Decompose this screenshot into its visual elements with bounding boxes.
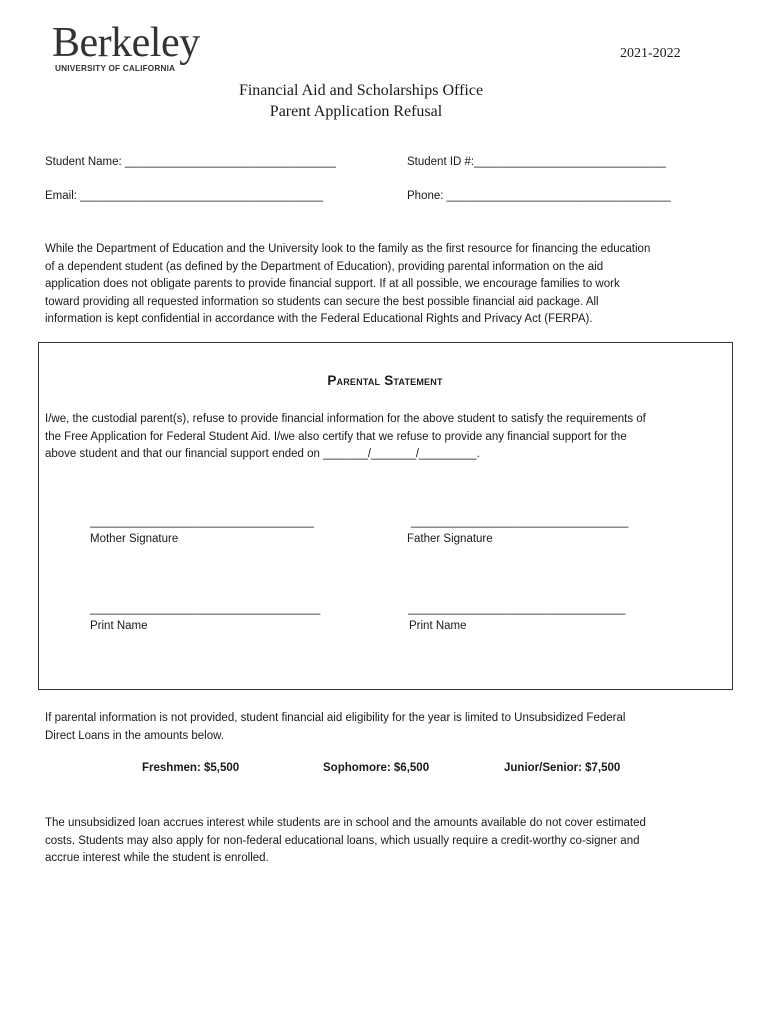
eligibility-paragraph [45,710,735,745]
statement-line: the Free Application for Federal Student Aid. I/we also certify that we refuse to provide any financial support for the [45,430,627,443]
mother-signature-line[interactable]: ___________________________________ [90,516,314,528]
intro-paragraph [45,241,735,329]
footer-line: The unsubsidized loan accrues interest while students are in school and the amounts available do not cover estimated [45,817,646,829]
intro-line: While the Department of Education and the University look to the family as the first resource for financing the education [45,243,651,255]
phone-field[interactable]: Phone: ___________________________________ [407,190,671,202]
father-print-name-line[interactable]: __________________________________ [408,603,626,615]
student-id-field[interactable]: Student ID #:______________________________ [407,156,666,168]
email-field[interactable]: Email: ______________________________________ [45,190,324,202]
mother-signature-label: Mother Signature [90,533,179,545]
student-name-field[interactable]: Student Name: _________________________________ [45,156,336,168]
footer-line: costs. Students may also apply for non-federal educational loans, which usually require a credit-worthy co-signer and [45,834,640,847]
freshmen-amount: Freshmen: $5,500 [142,762,240,774]
father-signature-label: Father Signature [407,533,493,545]
sophomore-amount: Sophomore: $6,500 [323,762,430,774]
intro-line: application does not obligate parents to provide financial support. If at all possible, we encourage families to work [45,278,620,290]
statement-line: I/we, the custodial parent(s), refuse to provide financial information for the above student to satisfy the requirements of [45,413,646,425]
parental-statement-title: Parental Statement [327,373,443,388]
statement-paragraph [45,411,729,464]
junior-senior-amount: Junior/Senior: $7,500 [504,762,621,774]
mother-print-name-line[interactable]: ____________________________________ [90,603,321,615]
mother-print-name-label: Print Name [90,620,148,632]
office-title: Financial Aid and Scholarships Office [238,82,484,99]
statement-line[interactable]: above student and that our financial support ended on _______/_______/_________. [45,448,480,460]
eligibility-line: Direct Loans in the amounts below. [45,729,224,742]
footer-paragraph [45,815,735,868]
footer-line: accrue interest while the student is enrolled. [45,852,269,864]
father-signature-line[interactable]: __________________________________ [411,516,629,528]
berkeley-logo-wordmark: Berkeley [52,20,200,66]
award-year: 2021-2022 [620,46,681,61]
intro-line: information is kept confidential in accordance with the Federal Educational Rights and Privacy Act (FERPA). [45,313,593,325]
intro-line: of a dependent student (as defined by the Department of Education), providing parental information on the aid [45,260,604,273]
berkeley-logo-subtitle: UNIVERSITY OF CALIFORNIA [55,64,176,73]
father-print-name-label: Print Name [409,620,467,632]
eligibility-line: If parental information is not provided, student financial aid eligibility for the year is limited to Unsubsidized Federal [45,712,626,724]
intro-line: toward providing all requested information so students can secure the best possible financial aid package. All [45,295,599,308]
form-title: Parent Application Refusal [269,103,443,120]
